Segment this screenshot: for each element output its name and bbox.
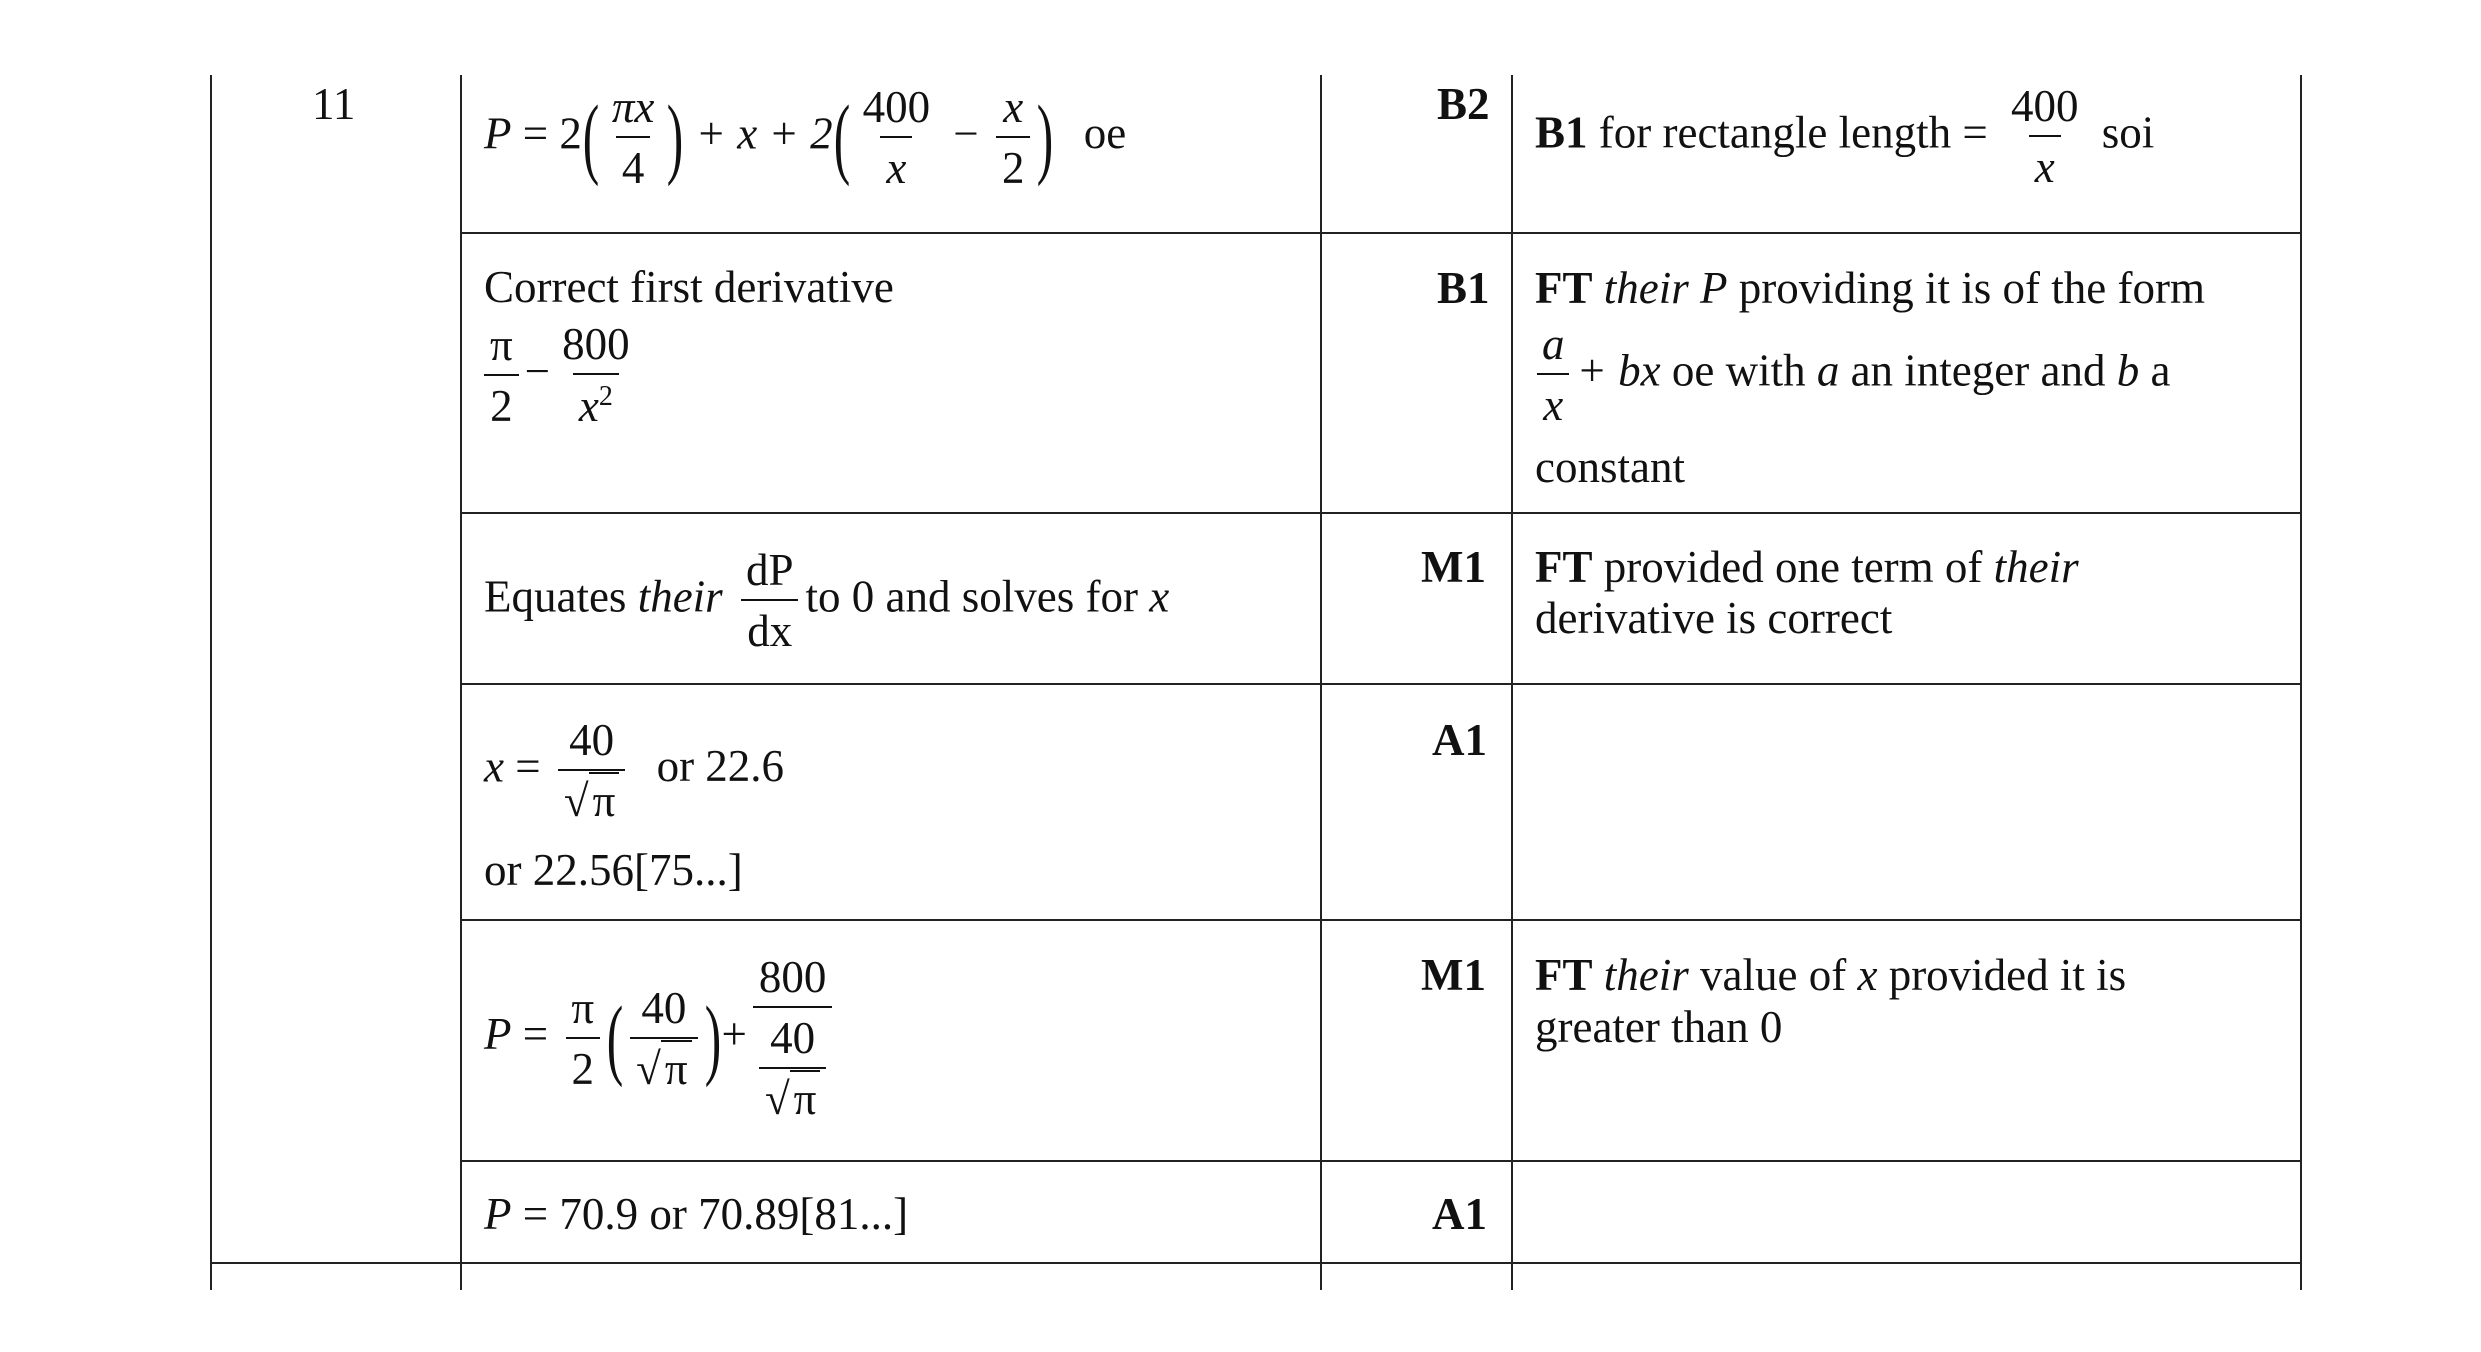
column-divider [210,75,212,1290]
sqrt-pi: √π [564,779,619,824]
fraction-a-over-x [1536,319,1571,430]
mark-row-4: A1 [1432,715,1487,765]
guidance-text: providing it is of the form [1727,263,2205,313]
sqrt-pi: √π [765,1077,820,1122]
equals-sign: = [522,108,549,159]
answer-row-2-derivative [478,319,642,431]
mark-code: FT [1535,542,1593,592]
denominator: x [1537,373,1569,428]
numerator: π [490,319,513,370]
denominator: 4 [616,136,651,191]
guidance-row-2-line-3: constant [1535,442,1685,492]
mark-row-2: B1 [1437,263,1490,313]
denominator: 2 [484,374,519,429]
numerator: πx [611,82,655,132]
guidance-row-1 [1535,81,2155,192]
denominator: x [880,136,912,191]
guidance-row-3-line-2: derivative is correct [1535,593,1893,643]
exponent: 2 [598,381,613,412]
denominator: x [2029,135,2061,190]
plus-x-term: + x + 2 [695,108,833,159]
mark-row-3: M1 [1421,542,1486,592]
row-divider [460,683,2302,685]
fraction-pi-over-2: $\frac{\pi}{2}$ [565,986,600,1092]
denominator: dx [741,599,798,654]
answer-row-3: Equates their $\frac{dP}{dx}$ to 0 and solves for x [484,545,1170,656]
question-number: 11 [312,79,356,129]
guidance-row-5-line-1: FT their value of x provided it is [1535,950,2127,1000]
guidance-text: for rectangle length = [1587,107,1988,158]
mark-code: FT [1535,263,1593,313]
fraction-pi-x-over-4 [606,82,661,193]
coefficient: 2 [559,108,582,159]
guidance-row-2-line-1 [1535,263,2205,313]
denominator-base: x [578,381,599,431]
fraction-40-over-sqrt-pi: $\frac{40}{√\pi}$ [630,986,697,1092]
variable-p: P [484,108,512,159]
table-bottom-border [210,1262,2302,1264]
their-p: their P [1603,263,1728,313]
bx-term: + bx [1576,345,1661,396]
numerator: a [1542,319,1565,369]
numerator: 400 [862,82,931,132]
their-word: their [637,571,723,622]
minus-sign: − [953,108,979,159]
fraction-dp-over-dx [740,545,800,656]
mark-row-5: M1 [1421,950,1486,1000]
mark-row-1: B2 [1437,79,1490,129]
numerator: dP [745,545,794,595]
fraction-800-over-x-squared [556,319,636,431]
guidance-row-3-line-1: FT provided one term of their [1535,542,2079,592]
guidance-row-2-line-2: $\frac{a}{x}$ + bx oe with a an integer and b a [1530,322,2170,428]
mark-code: FT [1535,950,1593,1000]
soi-note: soi [2101,107,2155,158]
numerator: 800 [562,319,630,369]
numerator: 400 [2010,81,2079,131]
answer-row-4-line-1: x = $\frac{40}{√\pi}$ or 22.6 [484,715,785,826]
answer-row-1: P = 2( $\frac{\pi x}{4}$ ) + x + 2( $\frac{400}{x}$ − $\frac{x}{2}$ ) oe [484,82,1127,193]
denominator: 2 [996,136,1031,191]
sqrt-pi: √π [636,1047,691,1092]
numerator: 40 [569,715,615,765]
fraction-x-over-2 [996,82,1031,193]
answer-row-4-line-2: or 22.56[75...] [484,845,743,895]
oe-note: oe [1083,108,1127,159]
row-divider [460,1160,2302,1162]
fraction-400-over-x [857,82,937,193]
mark-row-6: A1 [1432,1189,1487,1239]
fraction-pi-over-2 [484,319,519,431]
fraction-40-over-sqrt-pi [558,715,625,826]
answer-row-5: P = $\frac{\pi}{2}$ ( $\frac{40}{√\pi}$ )+ $\frac{800}{\frac{40}{√\pi}}$ [484,955,838,1122]
row-divider [460,919,2302,921]
row-divider [460,232,2302,234]
minus-sign: − [524,345,551,396]
answer-row-2-line-1: Correct first derivative [484,262,894,312]
fraction-400-over-x [2005,81,2085,192]
guidance-row-5-line-2: greater than 0 [1535,1002,1783,1052]
row-divider [460,512,2302,514]
numerator: x [1003,82,1024,132]
fraction-800-over-40-over-sqrt-pi: $\frac{800}{\frac{40}{√\pi}}$ [753,955,833,1122]
mark-code: B1 [1535,107,1588,158]
answer-row-6: P = 70.9 or 70.89[81...] [484,1189,909,1239]
